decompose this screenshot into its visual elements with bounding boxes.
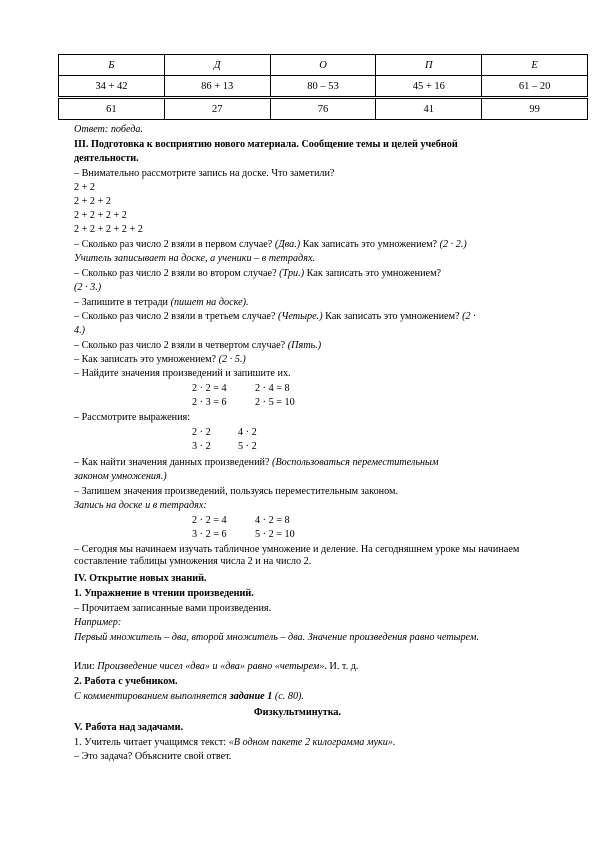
answer-text: (Пять.) [287, 340, 322, 351]
text: – Как записать это умножением? [74, 354, 219, 365]
table-cell: О [270, 55, 376, 76]
table-row [59, 98, 588, 120]
table-cell: Б [59, 55, 165, 76]
text: Как записать это умножением? [304, 268, 442, 279]
text-line: – Рассмотрите выражения: [74, 412, 191, 423]
product: 2 · 4 = 8 [255, 383, 290, 394]
example-label: Например: [74, 617, 122, 628]
answer-text: (2 · [462, 311, 476, 322]
task-ref: задание 1 [229, 691, 273, 702]
expression: 4 · 2 [238, 427, 257, 438]
table-cell: Д [164, 55, 270, 76]
board-note: Запись на доске и в тетрадях: [74, 500, 207, 511]
question-line [74, 311, 476, 323]
text-line [74, 661, 358, 673]
text: – Сколько раз число 2 взяли в четвертом случае? [74, 340, 288, 351]
product: 2 · 3 = 6 [192, 397, 227, 408]
text: (с. 80). [272, 691, 304, 702]
answer-text: (2 · 5.) [218, 354, 246, 365]
teacher-note: Учитель записывает на доске, а ученики – в тетрадях. [74, 253, 316, 264]
table-cell: 34 + 42 [59, 76, 165, 98]
text: Или: [74, 661, 98, 672]
product: 5 · 2 = 10 [255, 529, 295, 540]
text-line: – Прочитаем записанные вами произведения. [74, 603, 272, 614]
quoted-text: «В одном пакете 2 килограмма муки». [228, 737, 396, 748]
text-line: – Это задача? Объясните свой ответ. [74, 751, 232, 762]
example-text: Произведение чисел «два» и «два» равно «четырем» [97, 661, 325, 672]
text: – Запишите в тетради [74, 297, 171, 308]
table-cell: 99 [482, 98, 588, 120]
section-5-title: V. Работа над задачами. [74, 722, 184, 733]
text-line [74, 737, 395, 749]
expression: 2 · 2 [192, 427, 211, 438]
question-line [74, 268, 441, 280]
product: 4 · 2 = 8 [255, 515, 290, 526]
question-line [74, 239, 467, 251]
sum-line: 2 + 2 + 2 + 2 [74, 210, 127, 221]
text: Как записать это умножением? [300, 239, 440, 250]
answer-line: Ответ: победа. [74, 124, 144, 135]
text-line: – Внимательно рассмотрите запись на доске. Что заметили? [74, 168, 335, 179]
table-header-row [59, 55, 588, 76]
section-4-title: IV. Открытие новых знаний. [74, 573, 207, 584]
answer-text: законом умножения.) [74, 471, 167, 482]
table-row [59, 76, 588, 98]
example-text: Первый множитель – два, второй множитель – два. Значение произведения равно четырем. [74, 632, 479, 643]
text: С комментированием выполняется [74, 691, 230, 702]
table-cell: 76 [270, 98, 376, 120]
question-line [74, 457, 438, 469]
answer-text: (Четыре.) [277, 311, 323, 322]
cipher-table [58, 54, 588, 120]
text: 1. Учитель читает учащимся текст: [74, 737, 229, 748]
sum-line: 2 + 2 [74, 182, 96, 193]
text-line [74, 297, 249, 309]
text: Как записать это умножением? [322, 311, 463, 322]
answer-text: 4.) [74, 325, 86, 336]
answer-text: (2 · 3.) [74, 282, 102, 293]
answer-text: (Три.) [279, 268, 305, 279]
product: 2 · 2 = 4 [192, 383, 227, 394]
text-line: – Найдите значения произведений и запишите их. [74, 368, 291, 379]
text: – Сколько раз число 2 взяли в первом случае? [74, 239, 275, 250]
text-line: – Запишем значения произведений, пользуясь переместительным законом. [74, 486, 399, 497]
text: – Сколько раз число 2 взяли во втором случае? [74, 268, 280, 279]
product: 3 · 2 = 6 [192, 529, 227, 540]
question-line [74, 354, 246, 366]
table-cell: 61 – 20 [482, 76, 588, 98]
text: . И. т. д. [324, 661, 359, 672]
section-3-title: III. Подготовка к восприятию нового материала. Сообщение темы и целей учебной [74, 139, 458, 150]
text: – Сколько раз число 2 взяли в третьем случае? [74, 311, 278, 322]
product: 2 · 5 = 10 [255, 397, 295, 408]
answer-text: (Два.) [274, 239, 301, 250]
exercise-2-title: 2. Работа с учебником. [74, 676, 178, 687]
physical-break-title: Физкультминутка. [253, 707, 342, 718]
table-cell: 61 [59, 98, 165, 120]
question-line [74, 340, 321, 352]
product: 2 · 2 = 4 [192, 515, 227, 526]
table-cell: Е [482, 55, 588, 76]
expression: 5 · 2 [238, 441, 257, 452]
table-cell: П [376, 55, 482, 76]
table-cell: 41 [376, 98, 482, 120]
expression: 3 · 2 [192, 441, 211, 452]
table-cell: 80 – 53 [270, 76, 376, 98]
table-cell: 27 [164, 98, 270, 120]
text: – Как найти значения данных произведений? [74, 457, 273, 468]
table-cell: 45 + 16 [376, 76, 482, 98]
sum-line: 2 + 2 + 2 [74, 196, 111, 207]
text-line [74, 691, 304, 703]
table-cell: 86 + 13 [164, 76, 270, 98]
paragraph: – Сегодня мы начинаем изучать табличное умножение и деление. На сегодняшнем уроке мы начинаем составление таблицы умножения числа 2 и на число 2. [74, 544, 520, 567]
section-3-title-cont: деятельности. [74, 153, 139, 164]
sum-line: 2 + 2 + 2 + 2 + 2 [74, 224, 143, 235]
answer-text: (2 · 2.) [439, 239, 467, 250]
exercise-1-title: 1. Упражнение в чтении произведений. [74, 588, 254, 599]
answer-text: (Воспользоваться переместительным [272, 457, 439, 468]
note-text: (пишет на доске). [170, 297, 249, 308]
